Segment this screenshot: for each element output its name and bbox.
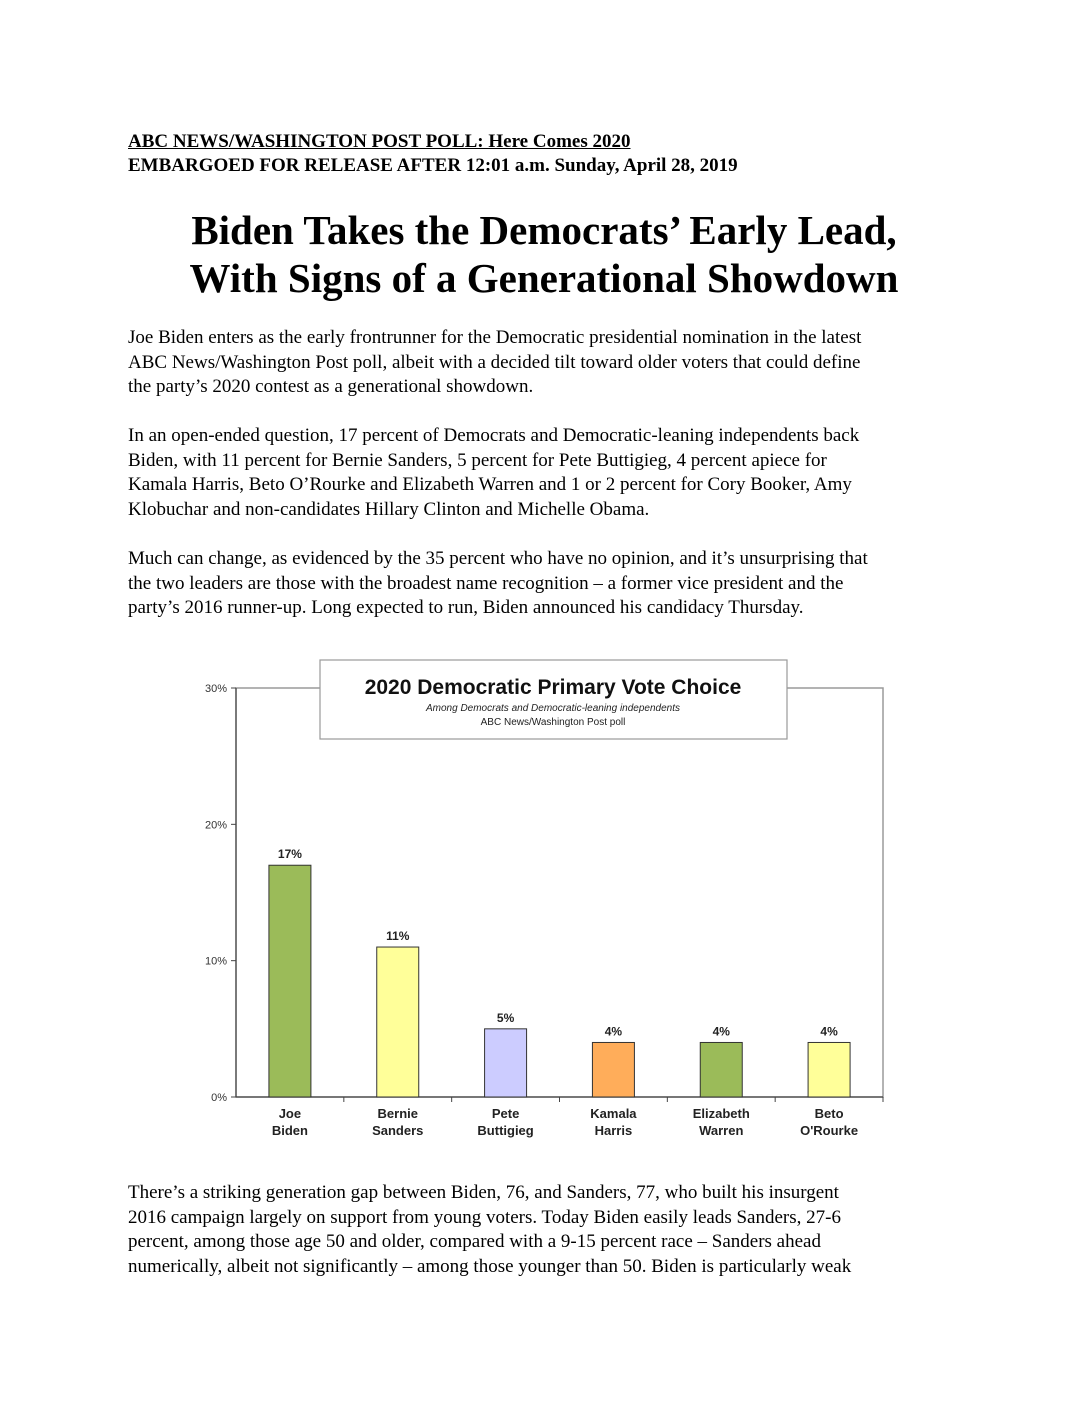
- headline-line-1: Biden Takes the Democrats’ Early Lead,: [191, 207, 897, 253]
- y-tick-label: 10%: [204, 955, 227, 968]
- paragraph-line: There’s a striking generation gap between Biden, 76, and Sanders, 77, who built his insurgent: [128, 1182, 839, 1203]
- paragraph-much-can-change: [128, 547, 968, 621]
- chart-title: 2020 Democratic Primary Vote Choice: [364, 676, 742, 699]
- paragraph-line: ABC News/Washington Post poll, albeit with a decided tilt toward older voters that could define: [128, 351, 861, 373]
- x-category-label: Joe: [278, 1106, 302, 1121]
- y-tick-label: 20%: [204, 819, 227, 832]
- paragraph-line: the two leaders are those with the broadest name recognition – a former vice president and the: [128, 572, 844, 594]
- paragraph-line: 2016 campaign largely on support from young voters. Today Biden easily leads Sanders, 27-6: [128, 1206, 841, 1228]
- paragraph-intro: [128, 326, 968, 400]
- x-category-label: Bernie: [377, 1106, 418, 1121]
- bar: [592, 1042, 634, 1097]
- report-header-title: ABC NEWS/WASHINGTON POST POLL: Here Comes 2020: [128, 131, 631, 152]
- x-category-label: Buttigieg: [477, 1123, 534, 1138]
- plot-area-border: [236, 688, 883, 1097]
- bar: [808, 1042, 850, 1097]
- bar: [485, 1029, 527, 1097]
- paragraph-generation-gap: [128, 1181, 968, 1279]
- paragraph-line: Joe Biden enters as the early frontrunner for the Democratic presidential nomination in the latest: [128, 327, 862, 348]
- x-category-label: Sanders: [372, 1123, 424, 1138]
- bar-value-label: 11%: [386, 929, 410, 944]
- paragraph-line: the party’s 2020 contest as a generational showdown.: [128, 376, 534, 397]
- paragraph-line: Much can change, as evidenced by the 35 percent who have no opinion, and it’s unsurprising that: [128, 548, 868, 569]
- bar-value-label: 4%: [712, 1024, 730, 1039]
- vote-choice-chart: [180, 655, 900, 1145]
- y-tick-label: 30%: [204, 683, 227, 695]
- bar: [269, 865, 311, 1097]
- bar-value-label: 17%: [277, 847, 302, 862]
- x-category-label: Harris: [594, 1123, 633, 1138]
- chart-source: ABC News/Washington Post poll: [480, 717, 626, 728]
- paragraph-open-ended: [128, 424, 968, 522]
- x-category-label: Warren: [699, 1123, 744, 1138]
- x-category-label: O'Rourke: [800, 1123, 859, 1138]
- x-category-label: Kamala: [590, 1106, 637, 1121]
- paragraph-line: percent, among those age 50 and older, compared with a 9-15 percent race – Sanders ahead: [128, 1231, 821, 1252]
- paragraph-line: Kamala Harris, Beto O’Rourke and Elizabeth Warren and 1 or 2 percent for Cory Booker, Amy: [128, 474, 852, 495]
- paragraph-line: numerically, albeit not significantly – among those younger than 50. Biden is particularly weak: [128, 1255, 852, 1277]
- embargo-notice: EMBARGOED FOR RELEASE AFTER 12:01 a.m. Sunday, April 28, 2019: [128, 155, 738, 176]
- headline-line-2: With Signs of a Generational Showdown: [189, 255, 899, 301]
- chart-subtitle: Among Democrats and Democratic-leaning independents: [425, 703, 681, 714]
- x-category-label: Biden: [271, 1123, 308, 1138]
- y-tick-label: 0%: [211, 1092, 227, 1104]
- bar-value-label: 4%: [604, 1024, 623, 1039]
- x-category-label: Beto: [814, 1106, 844, 1121]
- bar: [700, 1042, 742, 1097]
- paragraph-line: In an open-ended question, 17 percent of Democrats and Democratic-leaning independents back: [128, 425, 860, 446]
- paragraph-line: party’s 2016 runner-up. Long expected to run, Biden announced his candidacy Thursday.: [128, 597, 804, 618]
- bar-value-label: 5%: [496, 1010, 515, 1025]
- x-category-label: Pete: [491, 1106, 520, 1121]
- bar-value-label: 4%: [820, 1024, 838, 1039]
- bar: [377, 947, 419, 1097]
- x-category-label: Elizabeth: [692, 1106, 750, 1121]
- paragraph-line: Biden, with 11 percent for Bernie Sanders, 5 percent for Pete Buttigieg, 4 percent apiece for: [128, 449, 827, 471]
- paragraph-line: Klobuchar and non-candidates Hillary Clinton and Michelle Obama.: [128, 498, 650, 520]
